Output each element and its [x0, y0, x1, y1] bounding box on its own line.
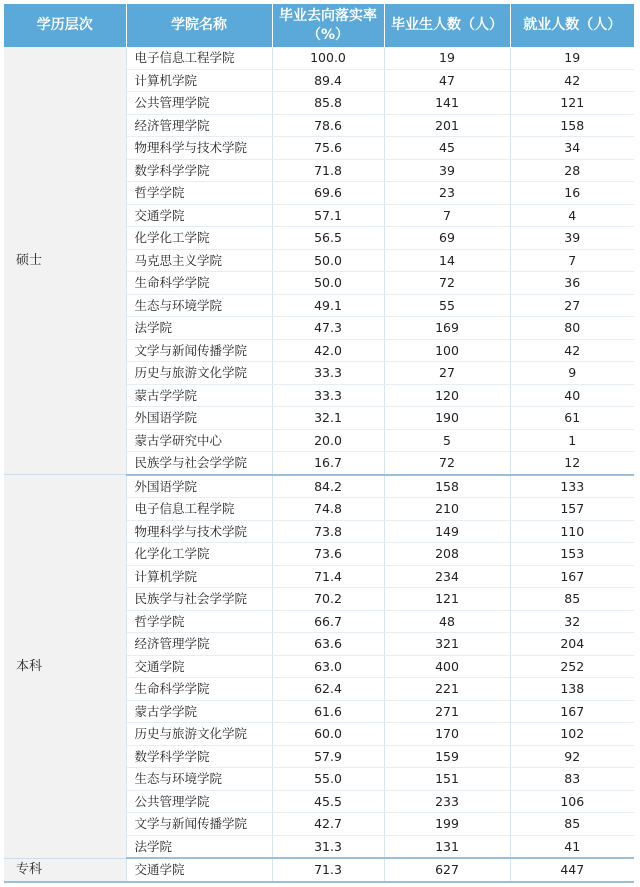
- employed-cell: 85: [510, 813, 634, 836]
- table-row: [4, 47, 634, 69]
- employed-cell: 204: [510, 633, 634, 656]
- college-cell: 数学科学学院: [126, 745, 272, 768]
- rate-cell: 71.8: [272, 159, 384, 182]
- employed-cell: 80: [510, 317, 634, 340]
- rate-cell: 66.7: [272, 610, 384, 633]
- employed-cell: 167: [510, 565, 634, 588]
- level-cell: 专科: [4, 858, 126, 882]
- rate-cell: 71.3: [272, 858, 384, 882]
- employed-cell: 42: [510, 339, 634, 362]
- college-cell: 计算机学院: [126, 565, 272, 588]
- header-graduates: 毕业生人数（人）: [384, 4, 510, 47]
- college-cell: 经济管理学院: [126, 114, 272, 137]
- college-cell: 哲学学院: [126, 610, 272, 633]
- graduates-cell: 72: [384, 272, 510, 295]
- graduates-cell: 14: [384, 249, 510, 272]
- rate-cell: 56.5: [272, 227, 384, 250]
- header-level: 学历层次: [4, 4, 126, 47]
- rate-cell: 33.3: [272, 362, 384, 385]
- employed-cell: 32: [510, 610, 634, 633]
- college-cell: 法学院: [126, 835, 272, 858]
- employed-cell: 133: [510, 475, 634, 498]
- rate-cell: 57.1: [272, 204, 384, 227]
- college-cell: 化学化工学院: [126, 543, 272, 566]
- graduates-cell: 234: [384, 565, 510, 588]
- college-cell: 历史与旅游文化学院: [126, 362, 272, 385]
- graduates-cell: 271: [384, 700, 510, 723]
- employed-cell: 28: [510, 159, 634, 182]
- rate-cell: 16.7: [272, 452, 384, 475]
- rate-cell: 61.6: [272, 700, 384, 723]
- rate-cell: 73.8: [272, 520, 384, 543]
- graduates-cell: 131: [384, 835, 510, 858]
- level-cell: 本科: [4, 475, 126, 859]
- college-cell: 交通学院: [126, 655, 272, 678]
- college-cell: 交通学院: [126, 204, 272, 227]
- employed-cell: 138: [510, 678, 634, 701]
- graduates-cell: 151: [384, 768, 510, 791]
- college-cell: 交通学院: [126, 858, 272, 882]
- employed-cell: 121: [510, 92, 634, 115]
- graduates-cell: 169: [384, 317, 510, 340]
- rate-cell: 62.4: [272, 678, 384, 701]
- college-cell: 文学与新闻传播学院: [126, 339, 272, 362]
- graduates-cell: 39: [384, 159, 510, 182]
- graduates-cell: 210: [384, 498, 510, 521]
- header-college: 学院名称: [126, 4, 272, 47]
- rate-cell: 89.4: [272, 69, 384, 92]
- table-body: [4, 47, 634, 882]
- employed-cell: 61: [510, 407, 634, 430]
- college-cell: 生命科学学院: [126, 678, 272, 701]
- college-cell: 物理科学与技术学院: [126, 520, 272, 543]
- rate-cell: 49.1: [272, 294, 384, 317]
- rate-cell: 74.8: [272, 498, 384, 521]
- college-cell: 蒙古学学院: [126, 700, 272, 723]
- rate-cell: 75.6: [272, 137, 384, 160]
- college-cell: 生态与环境学院: [126, 294, 272, 317]
- employed-cell: 110: [510, 520, 634, 543]
- employed-cell: 42: [510, 69, 634, 92]
- rate-cell: 32.1: [272, 407, 384, 430]
- rate-cell: 20.0: [272, 429, 384, 452]
- rate-cell: 71.4: [272, 565, 384, 588]
- graduates-cell: 45: [384, 137, 510, 160]
- college-cell: 蒙古学学院: [126, 384, 272, 407]
- rate-cell: 50.0: [272, 272, 384, 295]
- employed-cell: 9: [510, 362, 634, 385]
- college-cell: 计算机学院: [126, 69, 272, 92]
- graduates-cell: 55: [384, 294, 510, 317]
- header-employed: 就业人数（人）: [510, 4, 634, 47]
- employed-cell: 92: [510, 745, 634, 768]
- employed-cell: 252: [510, 655, 634, 678]
- rate-cell: 42.0: [272, 339, 384, 362]
- graduates-cell: 233: [384, 790, 510, 813]
- employed-cell: 447: [510, 858, 634, 882]
- rate-cell: 84.2: [272, 475, 384, 498]
- employed-cell: 36: [510, 272, 634, 295]
- employed-cell: 27: [510, 294, 634, 317]
- employed-cell: 106: [510, 790, 634, 813]
- rate-cell: 55.0: [272, 768, 384, 791]
- college-cell: 民族学与社会学学院: [126, 588, 272, 611]
- employed-cell: 40: [510, 384, 634, 407]
- college-cell: 文学与新闻传播学院: [126, 813, 272, 836]
- college-cell: 外国语学院: [126, 475, 272, 498]
- college-cell: 公共管理学院: [126, 92, 272, 115]
- graduates-cell: 627: [384, 858, 510, 882]
- rate-cell: 63.0: [272, 655, 384, 678]
- rate-cell: 47.3: [272, 317, 384, 340]
- college-cell: 历史与旅游文化学院: [126, 723, 272, 746]
- employed-cell: 19: [510, 47, 634, 69]
- graduates-cell: 199: [384, 813, 510, 836]
- rate-cell: 73.6: [272, 543, 384, 566]
- rate-cell: 31.3: [272, 835, 384, 858]
- employment-table: [4, 4, 634, 883]
- employed-cell: 85: [510, 588, 634, 611]
- college-cell: 物理科学与技术学院: [126, 137, 272, 160]
- rate-cell: 78.6: [272, 114, 384, 137]
- college-cell: 公共管理学院: [126, 790, 272, 813]
- graduates-cell: 27: [384, 362, 510, 385]
- graduates-cell: 208: [384, 543, 510, 566]
- employed-cell: 102: [510, 723, 634, 746]
- college-cell: 电子信息工程学院: [126, 498, 272, 521]
- graduates-cell: 121: [384, 588, 510, 611]
- employed-cell: 34: [510, 137, 634, 160]
- graduates-cell: 120: [384, 384, 510, 407]
- college-cell: 外国语学院: [126, 407, 272, 430]
- employed-cell: 153: [510, 543, 634, 566]
- graduates-cell: 23: [384, 182, 510, 205]
- employed-cell: 83: [510, 768, 634, 791]
- table-row: [4, 858, 634, 882]
- graduates-cell: 100: [384, 339, 510, 362]
- header-row: [4, 4, 634, 47]
- college-cell: 蒙古学研究中心: [126, 429, 272, 452]
- graduates-cell: 48: [384, 610, 510, 633]
- graduates-cell: 170: [384, 723, 510, 746]
- college-cell: 生态与环境学院: [126, 768, 272, 791]
- college-cell: 哲学学院: [126, 182, 272, 205]
- graduates-cell: 190: [384, 407, 510, 430]
- rate-cell: 45.5: [272, 790, 384, 813]
- graduates-cell: 47: [384, 69, 510, 92]
- graduates-cell: 159: [384, 745, 510, 768]
- rate-cell: 57.9: [272, 745, 384, 768]
- level-cell: 硕士: [4, 47, 126, 475]
- college-cell: 法学院: [126, 317, 272, 340]
- college-cell: 电子信息工程学院: [126, 47, 272, 69]
- graduates-cell: 19: [384, 47, 510, 69]
- graduates-cell: 5: [384, 429, 510, 452]
- employed-cell: 12: [510, 452, 634, 475]
- rate-cell: 69.6: [272, 182, 384, 205]
- graduates-cell: 221: [384, 678, 510, 701]
- college-cell: 数学科学学院: [126, 159, 272, 182]
- employed-cell: 16: [510, 182, 634, 205]
- college-cell: 化学化工学院: [126, 227, 272, 250]
- header-rate: 毕业去向落实率（%）: [272, 4, 384, 47]
- graduates-cell: 400: [384, 655, 510, 678]
- graduates-cell: 158: [384, 475, 510, 498]
- employed-cell: 41: [510, 835, 634, 858]
- rate-cell: 70.2: [272, 588, 384, 611]
- graduates-cell: 7: [384, 204, 510, 227]
- rate-cell: 63.6: [272, 633, 384, 656]
- rate-cell: 60.0: [272, 723, 384, 746]
- employed-cell: 1: [510, 429, 634, 452]
- employed-cell: 7: [510, 249, 634, 272]
- college-cell: 生命科学学院: [126, 272, 272, 295]
- rate-cell: 33.3: [272, 384, 384, 407]
- graduates-cell: 141: [384, 92, 510, 115]
- graduates-cell: 321: [384, 633, 510, 656]
- table-row: [4, 475, 634, 498]
- college-cell: 马克思主义学院: [126, 249, 272, 272]
- college-cell: 民族学与社会学学院: [126, 452, 272, 475]
- employed-cell: 39: [510, 227, 634, 250]
- graduates-cell: 69: [384, 227, 510, 250]
- rate-cell: 85.8: [272, 92, 384, 115]
- rate-cell: 42.7: [272, 813, 384, 836]
- graduates-cell: 72: [384, 452, 510, 475]
- graduates-cell: 149: [384, 520, 510, 543]
- rate-cell: 100.0: [272, 47, 384, 69]
- employed-cell: 157: [510, 498, 634, 521]
- employed-cell: 167: [510, 700, 634, 723]
- employed-cell: 158: [510, 114, 634, 137]
- employed-cell: 4: [510, 204, 634, 227]
- rate-cell: 50.0: [272, 249, 384, 272]
- graduates-cell: 201: [384, 114, 510, 137]
- college-cell: 经济管理学院: [126, 633, 272, 656]
